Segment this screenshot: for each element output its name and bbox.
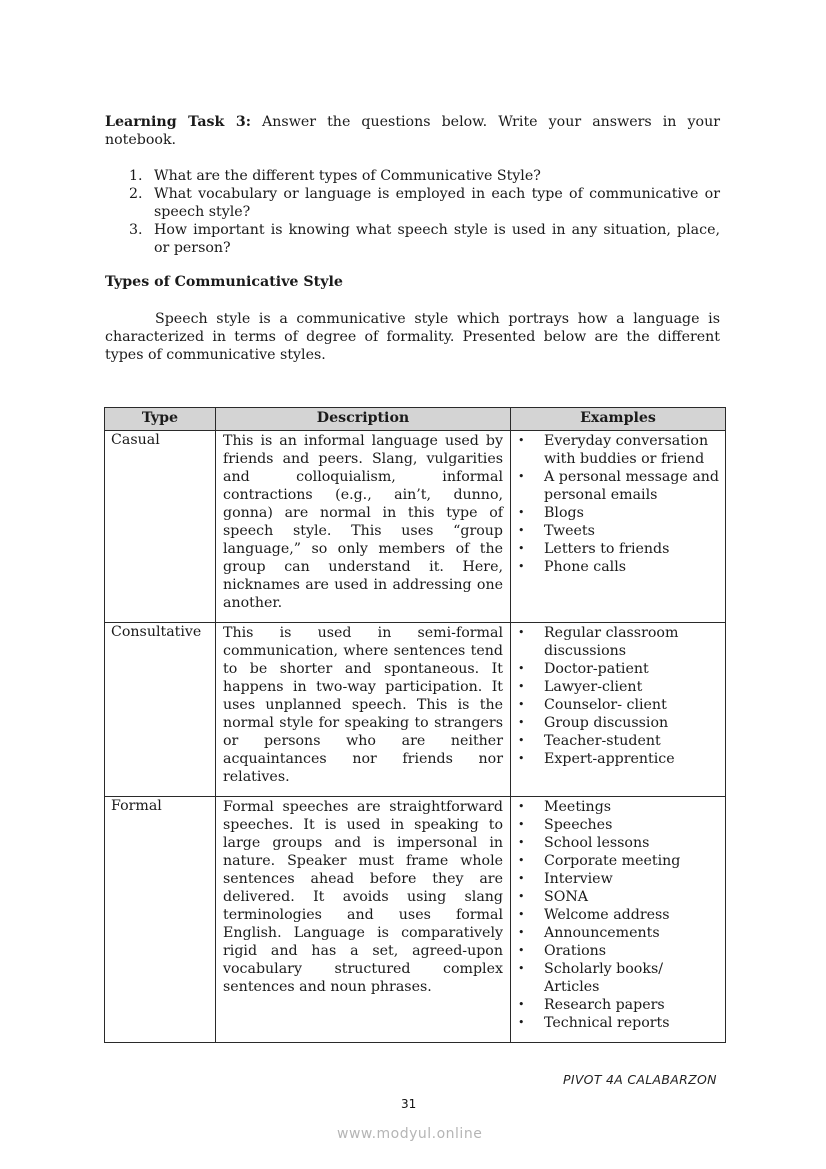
example-item [515, 906, 721, 924]
bullet-icon: • [518, 542, 525, 555]
watermark-link[interactable]: www.modyul.online [337, 1126, 483, 1142]
question-text: How important is knowing what speech style is used in any situation, place, or person? [154, 222, 720, 256]
example-item [515, 852, 721, 870]
example-text: Research papers [544, 997, 665, 1013]
example-item [515, 660, 721, 678]
example-text: Technical reports [544, 1015, 670, 1031]
example-text: School lessons [544, 835, 650, 851]
bullet-icon: • [518, 818, 525, 831]
type-cell: Formal [105, 797, 216, 1043]
example-item [515, 1014, 721, 1032]
example-text: Corporate meeting [544, 853, 681, 869]
description-cell: This is used in semi-formal communication, where sentences tend to be shorter and spontaneous. It happens in two-way participation. It uses unplanned speech. This is the normal style for speaking to strangers or persons who are neither acquaintances nor friends nor relatives. [216, 623, 511, 797]
bullet-icon: • [518, 752, 525, 765]
example-text: Welcome address [544, 907, 670, 923]
example-item [515, 714, 721, 732]
example-item [515, 540, 721, 558]
example-text: Teacher-student [544, 733, 661, 749]
type-cell: Consultative [105, 623, 216, 797]
example-item [515, 558, 721, 576]
type-cell: Casual [105, 431, 216, 623]
bullet-icon: • [518, 470, 525, 483]
example-text: Regular classroom discussions [544, 625, 679, 659]
examples-cell [511, 623, 726, 797]
description-cell: This is an informal language used by friends and peers. Slang, vulgarities and colloquialism, informal contractions (e.g., ain’t, dunno, gonna) are normal in this type of speech style. This uses “group language,” so only members of the group can understand it. Here, nicknames are used in addressing one another. [216, 431, 511, 623]
table-header-row [105, 408, 726, 431]
examples-cell [511, 431, 726, 623]
bullet-icon: • [518, 998, 525, 1011]
bullet-icon: • [518, 944, 525, 957]
example-text: A personal message and personal emails [544, 469, 720, 503]
question-number: 1. [129, 168, 143, 184]
example-text: Letters to friends [544, 541, 670, 557]
example-item [515, 996, 721, 1014]
bullet-icon: • [518, 1016, 525, 1029]
examples-cell [511, 797, 726, 1043]
header-description: Description [216, 408, 511, 431]
bullet-icon: • [518, 434, 525, 447]
question-number: 2. [129, 186, 143, 202]
example-item [515, 696, 721, 714]
question-item [129, 221, 720, 257]
example-text: Everyday conversation with buddies or friend [544, 433, 709, 467]
example-text: Phone calls [544, 559, 627, 575]
bullet-icon: • [518, 506, 525, 519]
bullet-icon: • [518, 854, 525, 867]
communicative-styles-table [104, 407, 726, 1043]
question-list [129, 167, 720, 257]
example-text: Lawyer-client [544, 679, 643, 695]
footer-brand: PIVOT 4A CALABARZON [563, 1072, 717, 1087]
table-body [105, 431, 726, 1043]
learning-task-label: Learning Task 3: [105, 114, 251, 130]
description-cell: Formal speeches are straightforward speeches. It is used in speaking to large groups and is impersonal in nature. Speaker must frame whole sentences ahead before they are delivered. It avoids using slang terminologies and uses formal English. Language is comparatively rigid and has a set, agreed-upon vocabulary structured complex sentences and noun phrases. [216, 797, 511, 1043]
bullet-icon: • [518, 626, 525, 639]
examples-list [515, 624, 721, 768]
section-heading: Types of Communicative Style [105, 274, 343, 290]
examples-list [515, 798, 721, 1032]
bullet-icon: • [518, 872, 525, 885]
table-row [105, 797, 726, 1043]
example-item [515, 960, 721, 996]
question-item [129, 167, 720, 185]
example-text: Announcements [544, 925, 660, 941]
example-item [515, 870, 721, 888]
table-row [105, 623, 726, 797]
example-item [515, 834, 721, 852]
example-item [515, 624, 721, 660]
bullet-icon: • [518, 926, 525, 939]
bullet-icon: • [518, 680, 525, 693]
example-text: Group discussion [544, 715, 669, 731]
example-item [515, 468, 721, 504]
example-text: Orations [544, 943, 607, 959]
example-text: Doctor-patient [544, 661, 649, 677]
example-item [515, 798, 721, 816]
example-item [515, 678, 721, 696]
learning-task-instruction [105, 113, 720, 149]
bullet-icon: • [518, 800, 525, 813]
example-item [515, 924, 721, 942]
bullet-icon: • [518, 962, 525, 975]
bullet-icon: • [518, 836, 525, 849]
question-text: What are the different types of Communicative Style? [154, 168, 541, 184]
example-text: Speeches [544, 817, 613, 833]
question-text: What vocabulary or language is employed in each type of communicative or speech style? [154, 186, 720, 220]
example-text: Blogs [544, 505, 584, 521]
bullet-icon: • [518, 560, 525, 573]
bullet-icon: • [518, 524, 525, 537]
example-item [515, 816, 721, 834]
example-text: Interview [544, 871, 613, 887]
bullet-icon: • [518, 698, 525, 711]
example-text: SONA [544, 889, 589, 905]
question-item [129, 185, 720, 221]
examples-list [515, 432, 721, 576]
table-row [105, 431, 726, 623]
page-number: 31 [401, 1097, 417, 1111]
bullet-icon: • [518, 734, 525, 747]
bullet-icon: • [518, 908, 525, 921]
example-item [515, 504, 721, 522]
header-examples: Examples [511, 408, 726, 431]
example-text: Counselor- client [544, 697, 667, 713]
example-item [515, 750, 721, 768]
example-item [515, 432, 721, 468]
bullet-icon: • [518, 662, 525, 675]
intro-paragraph: Speech style is a communicative style which portrays how a language is characterized in terms of degree of formality. Presented below are the different types of communicative styles. [105, 311, 720, 363]
question-number: 3. [129, 222, 143, 238]
example-text: Meetings [544, 799, 612, 815]
example-item [515, 942, 721, 960]
header-type: Type [105, 408, 216, 431]
example-text: Tweets [544, 523, 595, 539]
example-item [515, 522, 721, 540]
example-item [515, 888, 721, 906]
example-text: Expert-apprentice [544, 751, 675, 767]
example-item [515, 732, 721, 750]
learning-task-text: Answer the questions below. Write your answers in your notebook. [105, 114, 720, 148]
bullet-icon: • [518, 716, 525, 729]
bullet-icon: • [518, 890, 525, 903]
example-text: Scholarly books/ Articles [544, 961, 664, 995]
